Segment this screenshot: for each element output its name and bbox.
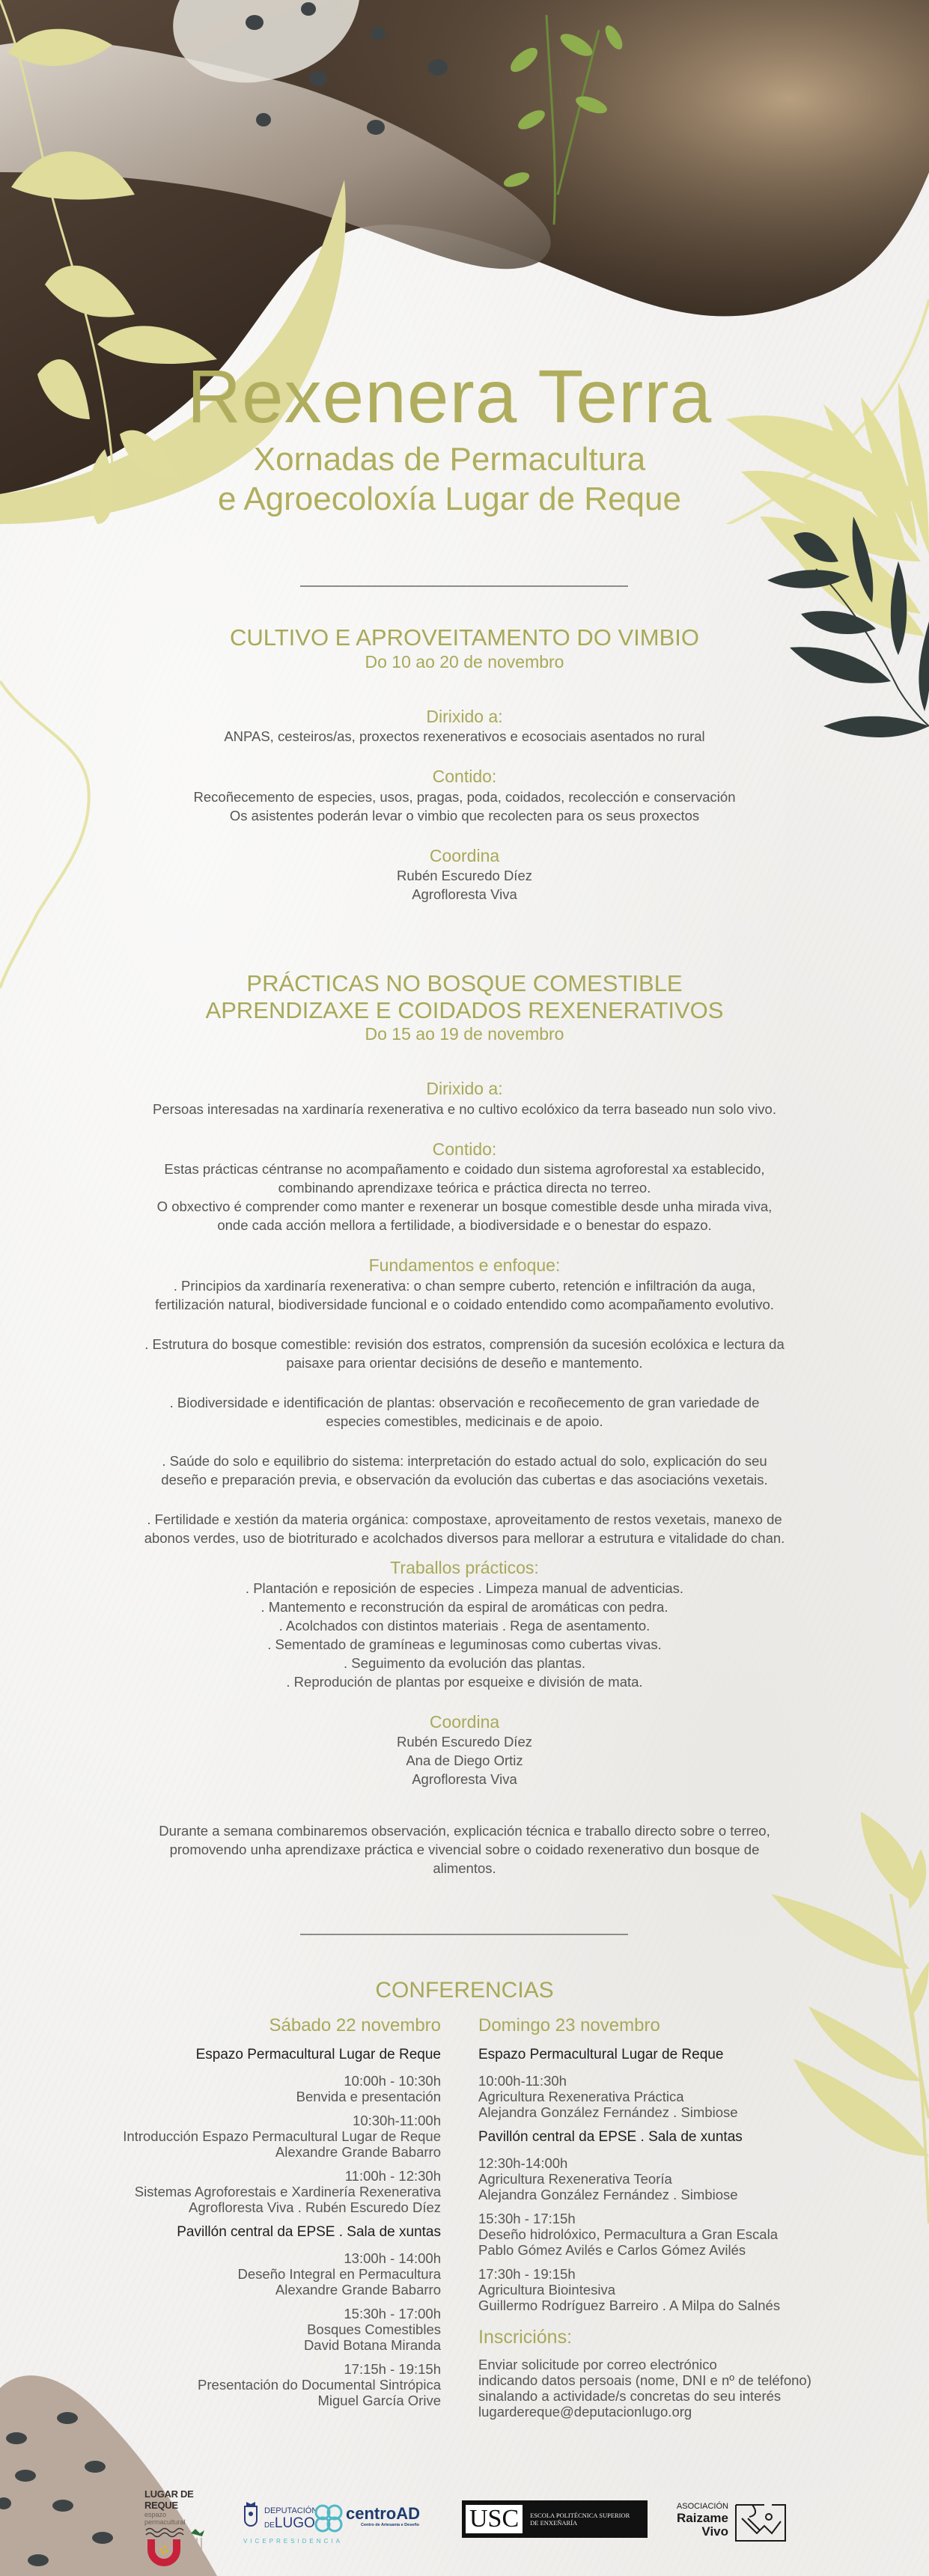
workshop2-closing-line: alimentos. [433,1860,496,1877]
workshop2-content-line: Estas prácticas céntranse no acompañamento e coidado dun sistema agroforestal xa establecido, [164,1161,765,1178]
practical-item: . Mantemento e reconstrución da espiral de aromáticas con pedra. [261,1598,668,1615]
workshop1-coordinator: Rubén Escuredo Díez [397,868,532,884]
schedule-slot [478,2155,898,2202]
practical-item: . Sementado de gramíneas e leguminosas como cubertas vivas. [267,1636,662,1652]
workshop2-coordinator: Ana de Diego Ortiz [406,1753,523,1769]
workshop2-content-label: Contido: [432,1139,497,1159]
workshop2-content-line: onde cada acción mellora a fertilidade, a biodiversidade e o benestar do espazo. [217,1217,712,1234]
workshop2-closing-line: Durante a semana combinaremos observación, explicación técnica e traballo directo sobre o terreo, [159,1823,770,1839]
workshop2-coordinator: Agrofloresta Viva [412,1771,517,1788]
workshop1-title: CULTIVO E APROVEITAMENTO DO VIMBIO [230,624,699,651]
workshop2-title-line1: PRÁCTICAS NO BOSQUE COMESTIBLE [246,970,683,996]
deputacion-line2 [264,2515,315,2533]
lugar-reque-subtitle: espazo permacultural [144,2511,186,2526]
fundamental-item: abonos verdes, uso de biotriturado e acolchados diversos para mellorar a estrutura e vitalidade do chan. [144,1529,785,1546]
schedule-slot [478,2266,898,2313]
sunday-heading: Domingo 23 novembro [478,2015,660,2035]
practical-item: . Reprodución de plantas por esqueixe e división de mata. [286,1673,643,1690]
slot-time: 15:30h - 17:00h [344,2306,441,2321]
slot-speaker: Miguel García Orive [317,2393,441,2408]
schedule-slot [22,2168,441,2215]
practical-item: . Acolchados con distintos materiais . Rega de asentamento. [278,1617,651,1633]
workshop1-dates: Do 10 ao 20 de novembro [365,651,564,672]
saturday-venue-2: Pavillón central da EPSE . Sala de xuntas [177,2224,441,2240]
slot-time: 10:00h - 10:30h [344,2073,441,2089]
workshop1-audience-label: Dirixido a: [426,706,503,726]
usc-line2: DE ENXEÑARÍA [530,2519,578,2527]
slot-title: Benvida e presentación [296,2089,441,2104]
slot-title: Agricultura Rexenerativa Teoría [478,2171,672,2187]
conferences-saturday [22,2014,441,2408]
page-subtitle-line2: e Agroecoloxía Lugar de Reque [218,480,681,517]
workshop-vimbio [0,624,929,904]
schedule-slot [22,2250,441,2298]
logo-lugar-de-reque [144,2488,209,2575]
deputacion-knot-icon [314,2503,344,2533]
slot-speaker: Alexandre Grande Babarro [275,2144,441,2160]
slot-title: Sistemas Agroforestais e Xardinería Rexenerativa [134,2184,441,2199]
usc-letters: USC [467,2506,521,2533]
slot-time: 10:00h-11:30h [478,2073,567,2089]
schedule-slot [478,2073,898,2120]
usc-line1: ESCOLA POLITÉCNICA SUPERIOR [530,2512,630,2519]
workshop1-coord-label: Coordina [429,845,500,865]
slot-title: Deseño hidrolóxico, Permacultura a Gran Escala [478,2226,778,2242]
schedule-slot [22,2306,441,2353]
schedule-slot [22,2073,441,2104]
workshop2-closing-line: promovendo unha aprendizaxe práctica e vivencial sobre o coidado rexenerativo dun bosque de [169,1842,760,1858]
usc-school-name [530,2512,630,2527]
slot-time: 15:30h - 17:15h [478,2211,576,2226]
divider-2 [300,1934,628,1935]
workshop2-coord-label: Coordina [429,1711,500,1732]
sunday-venue-1: Espazo Permacultural Lugar de Reque [478,2047,724,2062]
slot-speaker: Pablo Gómez Avilés e Carlos Gómez Avilés [478,2242,746,2258]
page-subtitle-line1: Xornadas de Permacultura [253,441,646,478]
schedule-slot [22,2361,441,2408]
registration-label: Inscricións: [478,2327,573,2348]
slot-title: Deseño Integral en Permacultura [237,2266,441,2282]
deputacion-line2-main: LUGO [274,2515,315,2531]
deputacion-line2-prefix: DE [264,2521,275,2530]
practical-item: . Plantación e reposición de especies . Limpeza manual de adventicias. [245,1580,684,1596]
centroad-name: centroAD [346,2504,421,2523]
slot-speaker: Alejandra González Fernández . Simbiose [478,2104,738,2120]
raizame-line3: Vivo [701,2524,728,2539]
workshop2-practical-label: Traballos prácticos: [390,1557,539,1577]
workshop-bosque-comestible [0,970,929,1878]
divider-1 [300,585,628,587]
slot-speaker: Alejandra González Fernández . Simbiose [478,2187,738,2202]
saturday-heading: Sábado 22 novembro [269,2015,441,2035]
slot-speaker: David Botana Miranda [303,2337,441,2353]
workshop1-coordinator: Agrofloresta Viva [412,886,517,903]
slot-title: Agricultura Rexenerativa Práctica [478,2089,684,2104]
deputacion-line1: DEPUTACIÓN [264,2506,318,2515]
slot-title: Agricultura Biointesiva [478,2282,616,2298]
registration-line: Enviar solicitude por correo electrónico [478,2357,717,2372]
slot-time: 12:30h-14:00h [478,2155,568,2171]
coat-of-arms-icon [242,2500,260,2530]
workshop2-content-line: combinando aprendizaxe teórica e práctica directa no terreo. [278,1180,651,1196]
usc-mark [466,2505,523,2533]
fundamental-item: . Estrutura do bosque comestible: revisión dos estratos, comprensión da sucesión ecolóxica e lectura da [144,1336,785,1352]
fundamental-item: paisaxe para orientar decisións de deseño e mantemento. [286,1354,643,1371]
workshop2-dates: Do 15 ao 19 de novembro [365,1024,564,1044]
workshop1-content-label: Contido: [432,767,497,787]
slot-speaker: Agrofloresta Viva . Rubén Escuredo Díez [189,2199,441,2215]
fundamental-item: . Saúde do solo e equilibrio do sistema: interpretación do estado actual do solo, explicación do seu [162,1452,767,1469]
workshop2-audience: Persoas interesadas na xardinaría rexenerativa e no cultivo ecolóxico da terra baseado nun solo vivo. [153,1100,776,1117]
registration-info [478,2357,898,2420]
workshop2-audience-label: Dirixido a: [426,1079,503,1099]
title-block [0,355,929,520]
schedule-slot [478,2211,898,2258]
raizame-line2: Raizame [677,2511,728,2525]
raizame-line1: ASOCIACIÓN [676,2502,728,2511]
registration-email-link[interactable]: lugardereque@deputacionlugo.org [478,2404,692,2420]
saturday-venue-1: Espazo Permacultural Lugar de Reque [195,2047,441,2062]
workshop1-audience: ANPAS, cesteiros/as, proxectos rexenerativos e ecosociais asentados no rural [224,728,705,745]
slot-time: 11:00h - 12:30h [344,2168,441,2184]
workshop2-title-line2: APRENDIZAXE E COIDADOS REXENERATIVOS [205,996,724,1023]
slot-title: Presentación do Documental Sintrópica [198,2377,441,2393]
fundamental-item: especies comestibles, medicinais e de apoio. [326,1413,603,1429]
conferences-sunday [478,2014,898,2420]
raizame-text [661,2502,728,2539]
logo-centro-ad [346,2505,428,2527]
sponsor-logos [0,2470,929,2560]
logo-deputacion-lugo [242,2500,343,2547]
deputacion-line3: VICEPRESIDENCIA [243,2538,343,2545]
fundamental-item: fertilización natural, biodiversidade funcional e o coidado entendido como acompañamento evolutivo. [155,1296,774,1312]
fundamental-item: deseño e preparación previa, e observación da evolución das cubertas e das asociacións vexetais. [161,1471,768,1488]
lugar-reque-title: LUGAR DE REQUE [144,2488,194,2511]
workshop2-fundamentals-label: Fundamentos e enfoque: [368,1255,561,1276]
fundamental-item: . Principios da xardinaría rexenerativa: o chan sempre cuberto, retención e infiltración da auga, [173,1277,756,1294]
workshop2-content-line: O obxectivo é comprender como manter e rexenerar un bosque comestible desde unha mirada viva, [156,1199,773,1215]
slot-time: 17:30h - 19:15h [478,2266,576,2282]
schedule-slot [22,2113,441,2160]
slot-speaker: Alexandre Grande Babarro [275,2282,441,2298]
raizame-emblem-icon [734,2503,787,2542]
slot-time: 10:30h-11:00h [353,2113,441,2128]
practical-item: . Seguimento da evolución das plantas. [344,1654,585,1671]
conferences-title: CONFERENCIAS [375,1978,554,2003]
workshop1-content-line: Os asistentes poderán levar o vimbio que recolecten para os seus proxectos [229,807,700,823]
centroad-subtitle: Centro de Artesanía e Deseño [361,2523,420,2527]
slot-speaker: Guillermo Rodríguez Barreiro . A Milpa do Salnés [478,2298,781,2313]
workshop1-content-line: Recoñecemento de especies, usos, pragas, poda, coidados, recolección e conservación [193,788,736,805]
slot-title: Bosques Comestibles [307,2321,441,2337]
fundamental-item: . Biodiversidade e identificación de plantas: observación e recoñecemento de gran variedade de [169,1394,760,1410]
workshop2-coordinator: Rubén Escuredo Díez [397,1734,532,1750]
registration-line: sinalando a actividade/s concretas do seu interés [478,2388,782,2404]
fundamental-item: . Fertilidade e xestión da materia orgánica: compostaxe, aproveitamento de restos vexetais, manexo de [147,1511,782,1527]
sunday-venue-2: Pavillón central da EPSE . Sala de xuntas [478,2129,743,2145]
page-title: Rexenera Terra [186,355,713,439]
slot-title: Introducción Espazo Permacultural Lugar de Reque [123,2128,441,2144]
logo-usc-epse [462,2500,648,2538]
slot-time: 13:00h - 14:00h [344,2250,441,2266]
registration-line: indicando datos persoais (nome, DNI e nº de teléfono) [478,2372,811,2388]
logo-raizame-vivo [670,2502,797,2544]
lugar-reque-emblem-icon [144,2526,209,2572]
slot-time: 17:15h - 19:15h [344,2361,441,2377]
